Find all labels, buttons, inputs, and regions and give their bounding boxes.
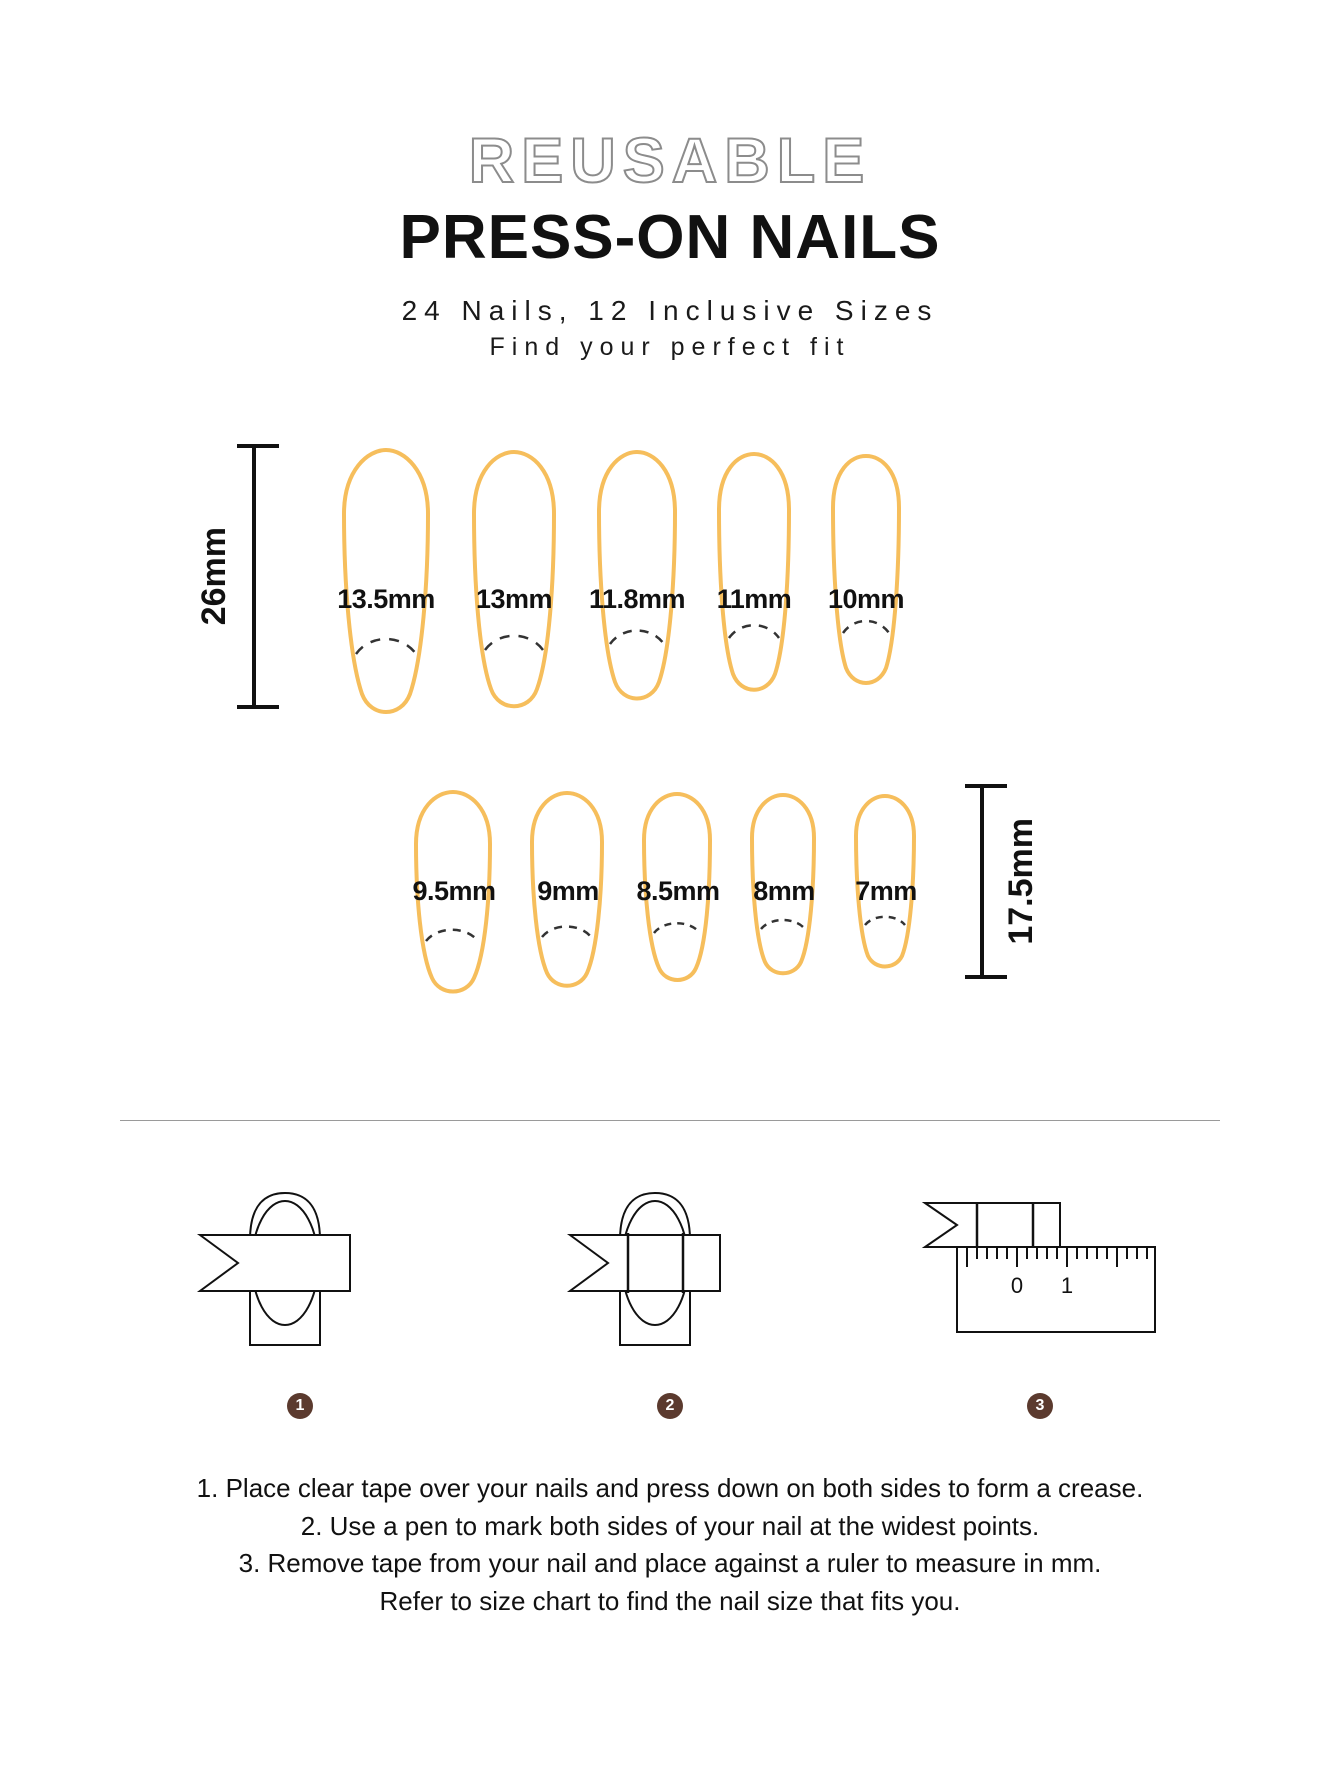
size-chart <box>0 386 1340 945</box>
nail-label-10mm: 10mm <box>827 584 905 614</box>
subtitle-count: 24 Nails, 12 Inclusive Sizes <box>401 295 939 326</box>
nail-11-8mm <box>581 444 693 729</box>
dimension-26mm-label: 26mm <box>195 527 233 626</box>
step-2 <box>540 1185 800 1419</box>
nail-label-11mm: 11mm <box>716 584 792 614</box>
nail-13-5mm <box>325 444 447 729</box>
dimension-17-5mm-bar <box>980 784 984 979</box>
dimension-26mm <box>195 444 256 709</box>
step-3-badge: 3 <box>1027 1393 1053 1419</box>
nail-label-13mm: 13mm <box>475 584 553 614</box>
step-1-illustration <box>180 1185 420 1370</box>
header <box>0 0 1340 362</box>
nail-label-7mm: 7mm <box>855 876 917 906</box>
nail-label-13-5mm: 13.5mm <box>337 584 435 614</box>
nail-7mm <box>840 786 932 1001</box>
steps-diagram <box>0 1185 1340 1419</box>
step-1 <box>170 1185 430 1419</box>
ruler-tick-1: 1 <box>1060 1273 1074 1298</box>
ruler-tick-0: 0 <box>1010 1273 1024 1298</box>
nail-label-9mm: 9mm <box>537 876 599 906</box>
step-2-badge: 2 <box>657 1393 683 1419</box>
nail-row-top <box>325 444 925 729</box>
instruction-3-continued: Refer to size chart to find the nail size that fits you. <box>379 1586 961 1617</box>
step-2-illustration <box>550 1185 790 1370</box>
instructions-list <box>0 1470 1340 1621</box>
page-title-outline: REUSABLE <box>468 126 872 196</box>
nail-13mm <box>455 444 573 729</box>
dimension-17-5mm-label: 17.5mm <box>1002 818 1040 945</box>
nail-label-11-8mm: 11.8mm <box>588 584 686 614</box>
dimension-26mm-bar <box>252 444 256 709</box>
nail-label-9-5mm: 9.5mm <box>412 876 496 906</box>
step-3 <box>910 1185 1170 1419</box>
nail-label-8-5mm: 8.5mm <box>636 876 720 906</box>
nail-row-bottom <box>400 786 940 1001</box>
nail-11mm <box>701 444 807 729</box>
instruction-2: 2. Use a pen to mark both sides of your nail at the widest points. <box>300 1510 1040 1541</box>
instruction-3: 3. Remove tape from your nail and place against a ruler to measure in mm. <box>238 1548 1102 1579</box>
nail-10mm <box>815 444 917 729</box>
subtitle-tagline: Find your perfect fit <box>489 333 851 361</box>
step-3-illustration <box>915 1185 1165 1370</box>
dimension-17-5mm <box>980 784 1041 979</box>
instruction-1: 1. Place clear tape over your nails and press down on both sides to form a crease. <box>196 1473 1144 1503</box>
nail-9-5mm <box>400 786 508 1001</box>
nail-8mm <box>736 786 832 1001</box>
page-title: PRESS-ON NAILS <box>399 203 941 272</box>
nail-label-8mm: 8mm <box>753 876 815 906</box>
nail-9mm <box>516 786 620 1001</box>
section-divider <box>120 1120 1220 1121</box>
nail-8-5mm <box>628 786 728 1001</box>
step-1-badge: 1 <box>287 1393 313 1419</box>
